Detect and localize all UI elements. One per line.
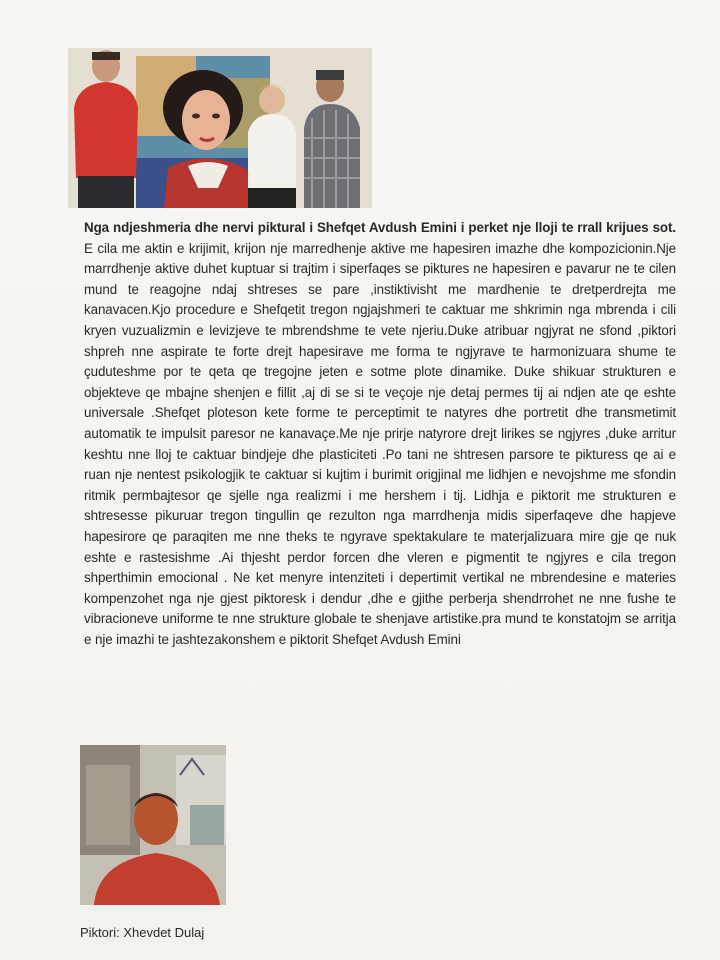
painter-portrait-photo	[80, 745, 226, 905]
article-body: E cila me aktin e krijimit, krijon nje marredhenje aktive me hapesiren imazhe dhe kompozicionin.Nje marrdhenje aktive duhet kuptuar si trajtim i siperfaqes se piktures ne hapesiren e pavarur ne te cilen mund te reagojne ndaj shtreses se pare ,instiktivisht me mardhenie te dretperdrejta me kanavacen.Kjo procedure e Shefqetit tregon ngjajshmeri te caktuar me shkrimin nga mbrenda i cili kryen vuzualizmin e levizjeve te mbrendshme te vete njeriu.Duke atribuar ngjyrat ne sfond ,piktori shpreh nne aspirate te forte drejt hapesirave me forma te ngjyrave te harmonizuara shume te çuduteshme por te qeta qe tregojne jeten e sotme plote dinamike. Duke shikuar strukturen e objekteve qe mbajne shenjen e fillit ,aj di se si te veçoje nje detaj permes tij ai ndjen ate qe eshte universale .Shefqet ploteson kete forme te perceptimit te natyres dhe portretit dhe transmetimit automatik te impulsit paresor ne kanavaçe.Me nje prirje natyrore drejt lirikes se ngjyres ,duke arritur keshtu nne lloj te caktuar bindjeje dhe plasticiteti .Po tani ne shtresen parsore te pikturess qe ai e ruan nje nentest psikologjik te caktuar si kujtim i burimit origjinal me lidhjen e nevojshme me sfondin ritmik permbajtesor qe sjelle nga realizmi i me hershem i tij. Lidhja e piktorit me strukturen e shtresesse pikuruar tregon tingullin qe rezulton nga marrdhenja midis siperfaqeve dhe hapjeve hapesirore qe paraqiten me nne theks te ngyrave spektakulare te materjalizuara mire gje qe nuk eshte e rastesishme .Ai thjesht perdor forcen dhe vleren e pigmentit te ngjyres e cila tregon shperthimin emocional . Ne ket menyre intenziteti i depertimit vertikal ne mbrendesine e materies kompenzohet nga nje gjest piktoresk i dendur ,dhe e gjithe perberja shendrrohet ne nne fushe te vibracioneve uniforme te nne strukture globale te shenjave artistike.pra mund te konstatojm se arritja e nje imazhi te jashtezakonshem e piktorit Shefqet Avdush Emini	[84, 240, 676, 647]
artist-group-photo	[68, 48, 372, 208]
article-text	[84, 218, 676, 650]
article-lead: Nga ndjeshmeria dhe nervi piktural i Shefqet Avdush Emini i perket nje lloji te rrall krijues sot.	[84, 220, 676, 235]
photo-caption: Piktori: Xhevdet Dulaj	[80, 925, 205, 940]
